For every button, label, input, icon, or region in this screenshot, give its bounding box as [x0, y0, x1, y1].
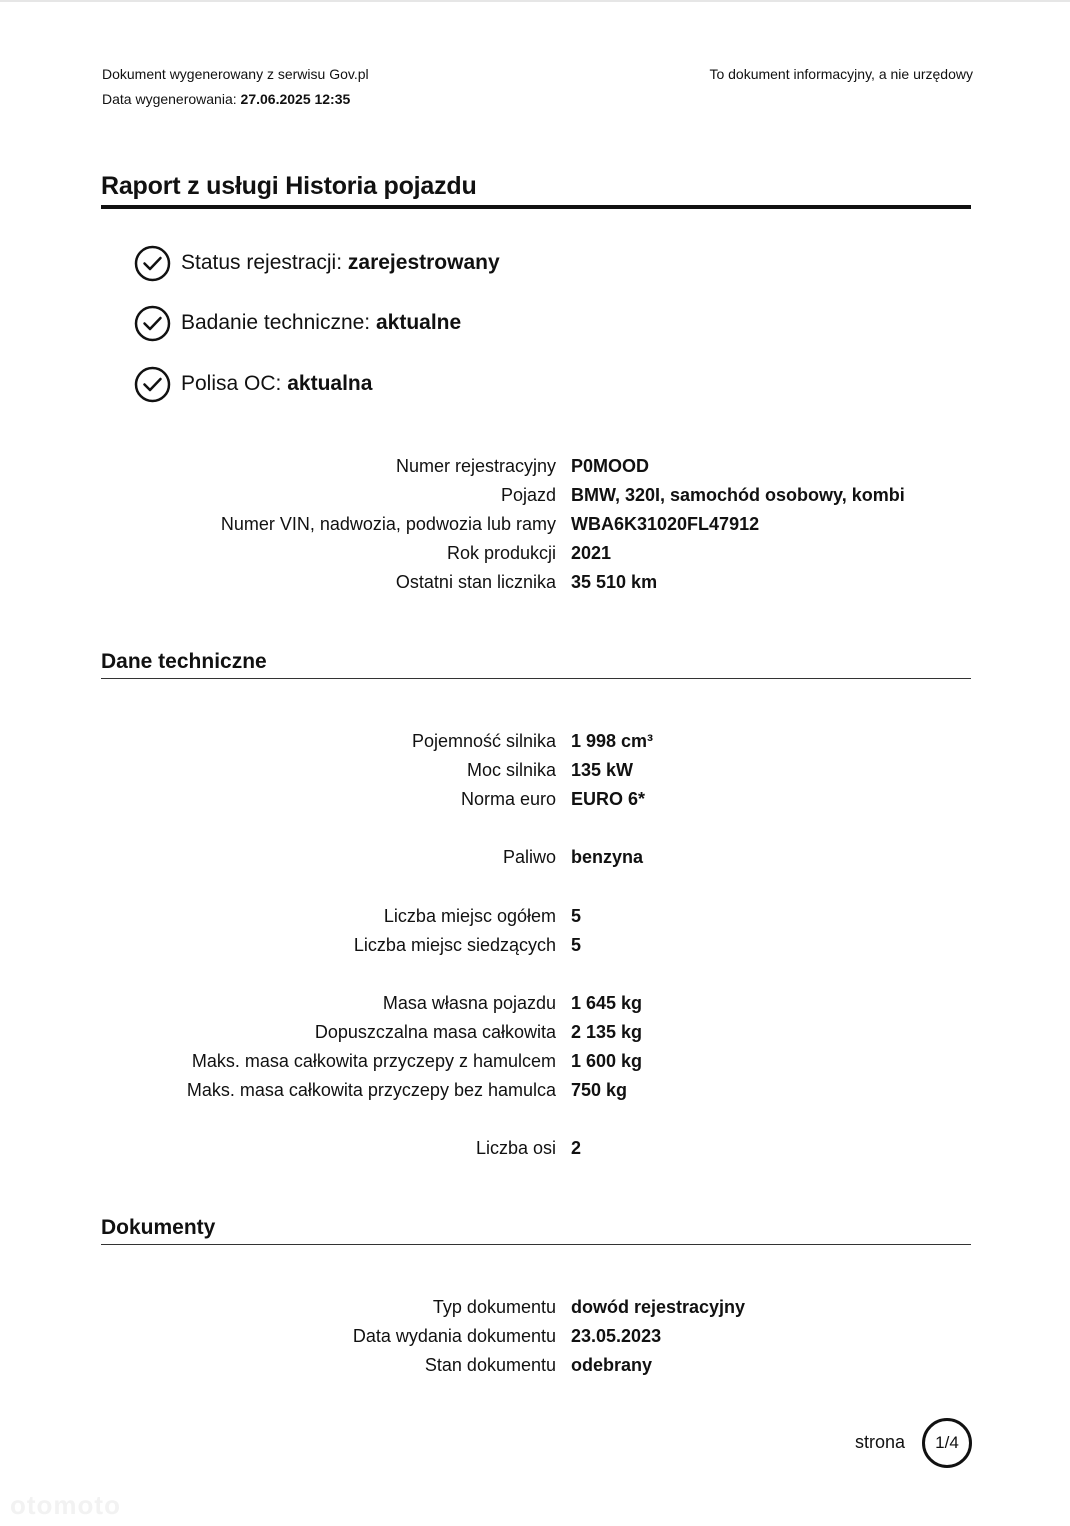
field-value: 2 [571, 1138, 582, 1158]
tech-row [0, 1134, 1070, 1163]
tech-row [0, 989, 1070, 1018]
field-value: 35 510 km [571, 572, 658, 592]
field-value: 2 135 kg [571, 1022, 643, 1042]
field-label: Data wydania dokumentu [352, 1326, 556, 1346]
field-label: Maks. masa całkowita przyczepy z hamulcem [191, 1051, 556, 1071]
field-value: WBA6K31020FL47912 [571, 514, 760, 534]
document-row [0, 1351, 1070, 1380]
field-label: Numer VIN, nadwozia, podwozia lub ramy [220, 514, 556, 534]
disclaimer: To dokument informacyjny, a nie urzędowy [709, 66, 973, 82]
field-value: benzyna [571, 847, 644, 867]
field-value: 23.05.2023 [571, 1326, 662, 1346]
field-value: 1 645 kg [571, 993, 643, 1013]
watermark: otomoto [10, 1490, 121, 1520]
field-value: odebrany [571, 1355, 653, 1375]
status-value: aktualne [375, 311, 462, 334]
status-label: Badanie techniczne: [181, 311, 371, 334]
section-heading-technical: Dane techniczne [101, 650, 267, 673]
field-value: 1 998 cm³ [571, 731, 654, 751]
status-label: Polisa OC: [181, 372, 282, 395]
field-label: Maks. masa całkowita przyczepy bez hamulca [186, 1080, 556, 1100]
field-value: 750 kg [571, 1080, 628, 1100]
page-label: strona [855, 1432, 906, 1452]
vehicle-row-year [0, 539, 1070, 568]
status-value: zarejestrowany [347, 251, 500, 274]
field-label: Pojemność silnika [411, 731, 556, 751]
field-value: 135 kW [571, 760, 634, 780]
field-label: Liczba miejsc ogółem [383, 906, 556, 926]
field-value: EURO 6* [571, 789, 646, 809]
check-circle-icon [134, 305, 171, 342]
field-value: 5 [571, 935, 582, 955]
document-row [0, 1293, 1070, 1322]
field-label: Typ dokumentu [432, 1297, 556, 1317]
status-label: Status rejestracji: [181, 251, 343, 274]
field-label: Liczba miejsc siedzących [353, 935, 556, 955]
header-meta [102, 62, 369, 112]
tech-row [0, 843, 1070, 872]
tech-row [0, 756, 1070, 785]
status-inspection [134, 304, 461, 342]
generated-date-line [102, 87, 369, 112]
status-value: aktualna [287, 372, 373, 395]
top-border [0, 0, 1070, 2]
generated-value: 27.06.2025 12:35 [240, 91, 351, 107]
tech-row [0, 1047, 1070, 1076]
tech-row [0, 1018, 1070, 1047]
field-value: P0MOOD [571, 456, 650, 476]
field-label: Masa własna pojazdu [382, 993, 556, 1013]
section-heading-documents: Dokumenty [101, 1216, 216, 1239]
field-label: Numer rejestracyjny [395, 456, 556, 476]
field-value: 5 [571, 906, 582, 926]
field-label: Rok produkcji [446, 543, 556, 563]
vehicle-row-vin [0, 510, 1070, 539]
title-divider [101, 205, 971, 209]
tech-row [0, 727, 1070, 756]
check-circle-icon [134, 366, 171, 403]
field-label: Pojazd [500, 485, 556, 505]
generated-label: Data wygenerowania: [102, 91, 241, 107]
tech-row [0, 931, 1070, 960]
tech-row [0, 1076, 1070, 1105]
field-label: Paliwo [502, 847, 556, 867]
page-title: Raport z usługi Historia pojazdu [101, 172, 477, 200]
field-value: BMW, 320I, samochód osobowy, kombi [571, 485, 905, 505]
field-label: Moc silnika [466, 760, 556, 780]
field-label: Liczba osi [475, 1138, 556, 1158]
section-divider [101, 678, 971, 679]
field-label: Dopuszczalna masa całkowita [314, 1022, 556, 1042]
vehicle-row-registration [0, 452, 1070, 481]
section-divider [101, 1244, 971, 1245]
vehicle-row-odometer [0, 568, 1070, 597]
field-value: 2021 [571, 543, 612, 563]
tech-row [0, 785, 1070, 814]
field-label: Norma euro [460, 789, 556, 809]
check-circle-icon [134, 245, 171, 282]
field-value: 1 600 kg [571, 1051, 643, 1071]
status-insurance [134, 365, 372, 403]
tech-row [0, 902, 1070, 931]
field-value: dowód rejestracyjny [571, 1297, 746, 1317]
vehicle-row-model [0, 481, 1070, 510]
document-row [0, 1322, 1070, 1351]
page-number: 1/4 [922, 1418, 972, 1468]
field-label: Ostatni stan licznika [395, 572, 556, 592]
status-registration [134, 244, 500, 282]
source-text: Dokument wygenerowany z serwisu Gov.pl [102, 66, 369, 82]
field-label: Stan dokumentu [424, 1355, 556, 1375]
